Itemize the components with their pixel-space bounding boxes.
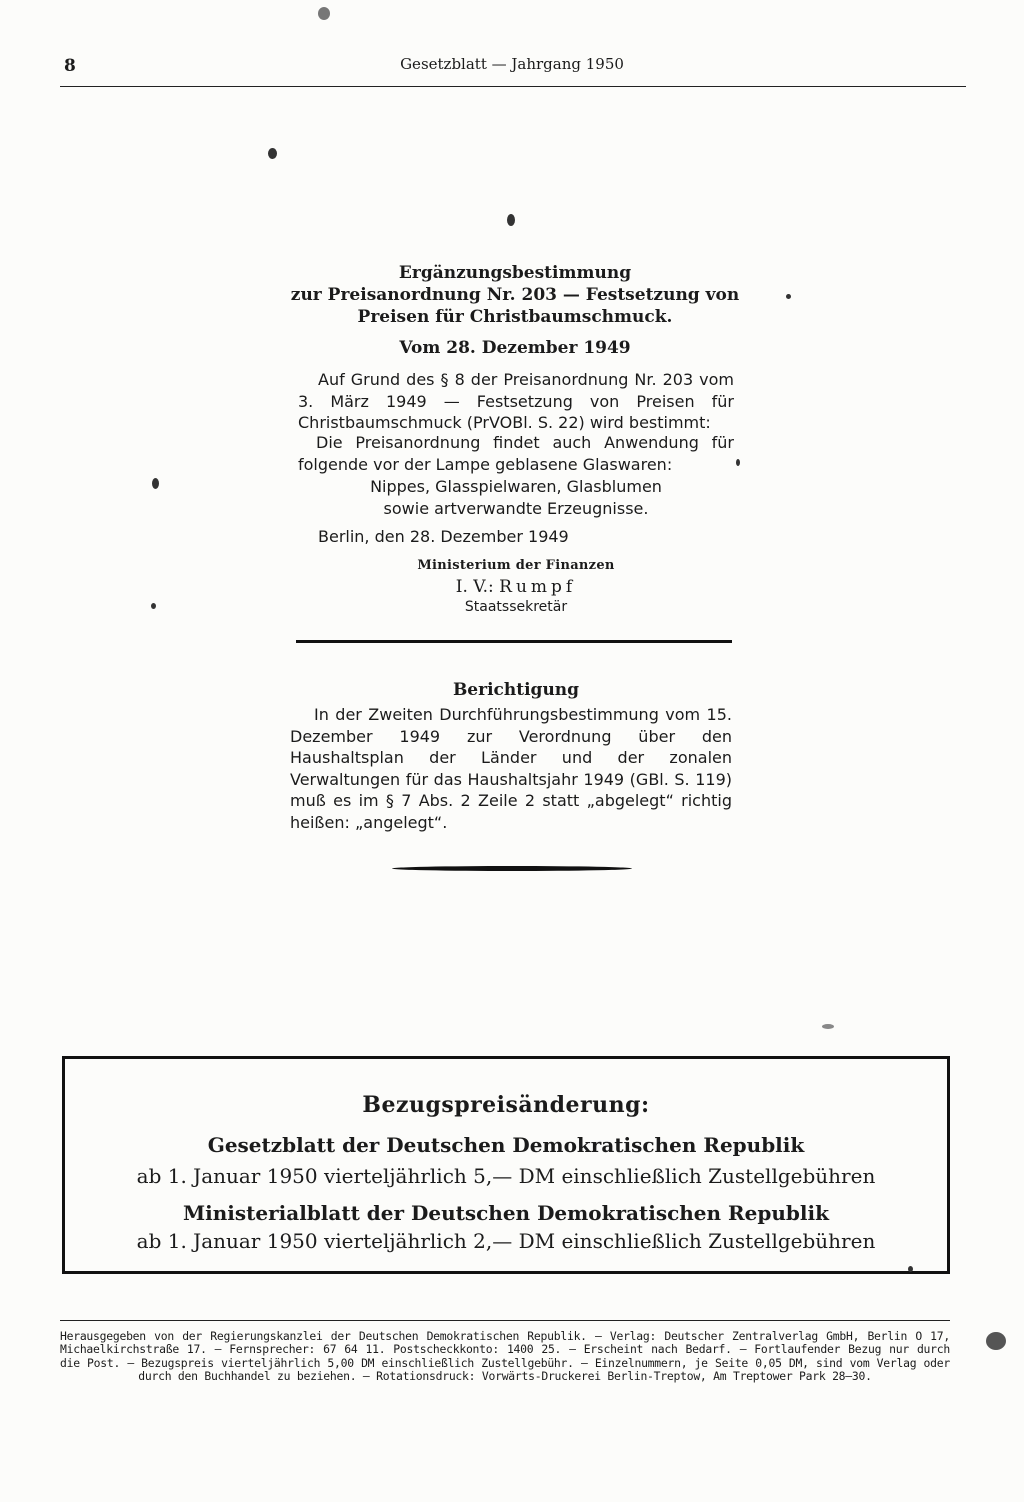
notice-line-2: ab 1. Januar 1950 vierteljährlich 5,— DM einschließlich Zustellgebühren	[136, 1164, 876, 1188]
regulation-title-line-2: zur Preisanordnung Nr. 203 — Festsetzung von	[290, 285, 740, 305]
goods-line-2: sowie artverwandte Erzeugnisse.	[383, 498, 649, 518]
ink-speck	[736, 459, 740, 466]
ink-speck	[318, 7, 330, 20]
notice-line-3: Ministerialblatt der Deutschen Demokratischen Republik	[183, 1201, 829, 1225]
signer-title: Staatssekretär	[464, 599, 568, 615]
page-number: 8	[64, 56, 76, 76]
signer-name: Rumpf	[499, 577, 577, 597]
ink-speck	[151, 603, 156, 609]
ink-speck	[268, 148, 277, 159]
goods-line-1: Nippes, Glasspielwaren, Glasblumen	[370, 477, 662, 496]
regulation-title	[280, 262, 750, 328]
signer-prefix: I. V.:	[455, 577, 494, 597]
goods-list	[298, 476, 734, 519]
regulation-title-line-1: Ergänzungsbestimmung	[398, 263, 632, 283]
ink-speck	[507, 214, 515, 226]
running-title: Gesetzblatt — Jahrgang 1950	[400, 55, 624, 73]
notice-line-1: Gesetzblatt der Deutschen Demokratischen Republik	[207, 1133, 805, 1157]
ink-speck	[822, 1024, 834, 1029]
notice-line-4: ab 1. Januar 1950 vierteljährlich 2,— DM einschließlich Zustellgebühren	[136, 1229, 876, 1253]
header-rule	[60, 86, 966, 87]
ministry-name: Ministerium der Finanzen	[417, 558, 615, 573]
section-divider	[296, 640, 732, 643]
regulation-paragraph-2: Die Preisanordnung findet auch Anwendung für folgende vor der Lampe geblasene Glaswaren:	[298, 433, 734, 474]
ink-speck	[986, 1332, 1006, 1350]
place-date: Berlin, den 28. Dezember 1949	[318, 527, 569, 546]
regulation-title-line-3: Preisen für Christbaumschmuck.	[357, 307, 673, 327]
regulation-paragraph-1: Auf Grund des § 8 der Preisanordnung Nr. 203 vom 3. März 1949 — Festsetzung von Preisen für Christbaumschmuck (PrVOBl. S. 22) wird bestimmt:	[298, 370, 734, 432]
notice-heading: Bezugspreisänderung:	[362, 1092, 650, 1118]
ink-speck	[786, 294, 791, 299]
imprint-rule	[60, 1320, 950, 1321]
imprint-text: Herausgegeben von der Regierungskanzlei der Deutschen Demokratischen Republik. — Verlag: Deutscher Zentralverlag GmbH, Berlin O 17, Michaelkirchstraße 17. — Fernsprecher: 67 64 11. Postscheckkonto: 1400 25. — Erscheint nach Bedarf. — Fortlaufender Bezug nur durch die Post. — Bezugspreis vierteljährlich 5,00 DM einschließlich Zustellgebühr. — Einzelnummern, je Seite 0,05 DM, sind vom Verlag oder durch den Buchhandel zu beziehen. — Rotationsdruck: Vorwärts-Druckerei Berlin-Treptow, Am Treptower Park 28—30.	[60, 1329, 950, 1384]
correction-text: In der Zweiten Durchführungsbestimmung vom 15. Dezember 1949 zur Verordnung über den Haushaltsplan der Länder und der zonalen Verwaltungen für das Haushaltsjahr 1949 (GBl. S. 119) muß es im § 7 Abs. 2 Zeile 2 statt „abgelegt“ richtig heißen: „angelegt“.	[290, 705, 732, 832]
signer	[298, 577, 734, 597]
correction-heading: Berichtigung	[452, 680, 580, 700]
regulation-date: Vom 28. Dezember 1949	[399, 338, 631, 358]
ink-speck	[152, 478, 159, 489]
ink-speck	[908, 1266, 913, 1272]
end-ornament-rule	[392, 866, 632, 871]
